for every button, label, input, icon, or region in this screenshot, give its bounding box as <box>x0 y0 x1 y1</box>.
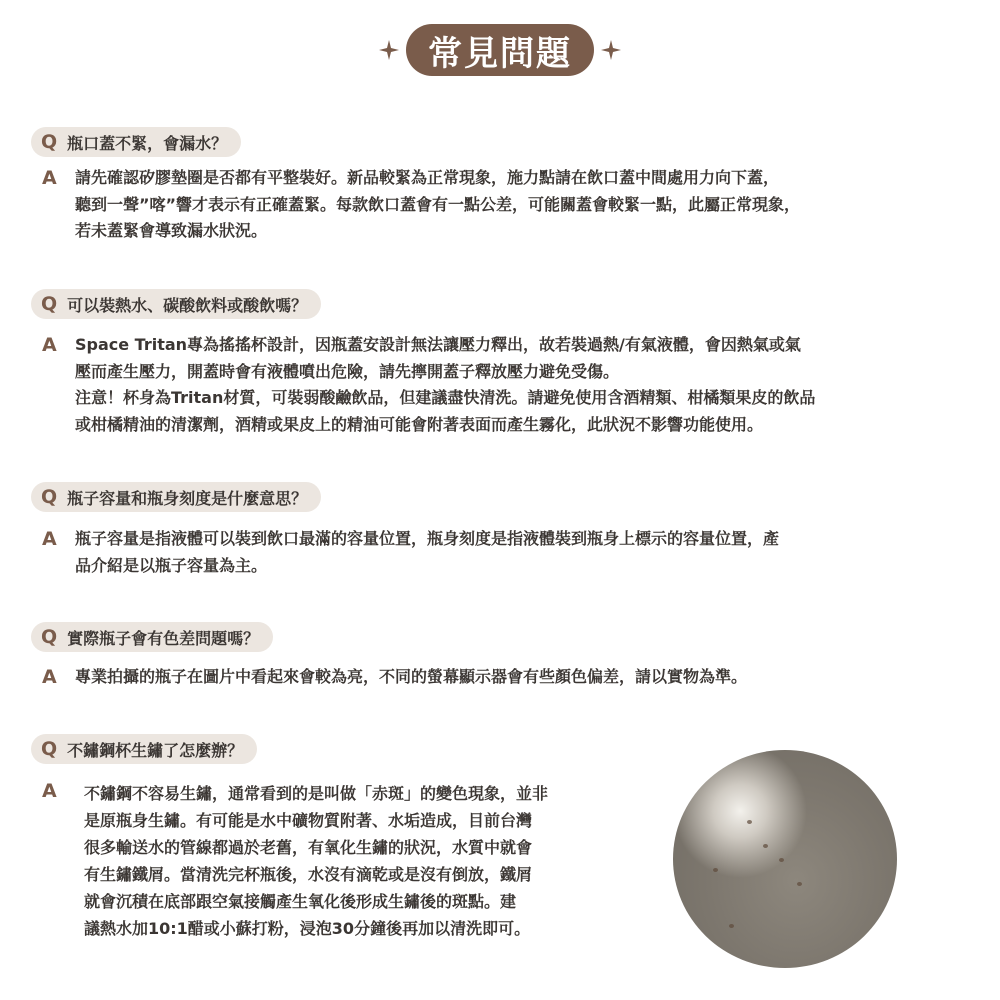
answer-line: 就會沉積在底部跟空氣接觸產生氧化後形成生鏽後的斑點。建 <box>84 892 517 911</box>
answer-line: 或柑橘精油的清潔劑，酒精或果皮上的精油可能會附著表面而產生霧化，此狀況不影響功能使用。 <box>75 414 764 434</box>
answer-line: 很多輸送水的管線都過於老舊，有氧化生鏽的狀況，水質中就會 <box>84 838 533 857</box>
rust-speck <box>763 844 768 848</box>
answer-text <box>84 780 644 942</box>
page-header <box>0 22 1000 78</box>
rust-speck <box>713 868 718 872</box>
answer-text <box>75 165 955 245</box>
answer-line: 壓而產生壓力，開蓋時會有液體噴出危險，請先擰開蓋子釋放壓力避免受傷。 <box>75 361 620 381</box>
page-title: 常見問題 <box>406 24 594 76</box>
sparkle-icon <box>600 39 622 61</box>
question-pill <box>31 289 321 319</box>
question-pill <box>31 734 257 764</box>
question-mark: Q <box>41 131 58 153</box>
rust-spots-photo <box>673 750 897 968</box>
question-text: 不鏽鋼杯生鏽了怎麼辦？ <box>67 740 244 760</box>
answer-text <box>75 332 955 438</box>
answer-line: 是原瓶身生鏽。有可能是水中礦物質附著、水垢造成，目前台灣 <box>84 811 533 830</box>
answer-line: 注意！杯身為Tritan材質，可裝弱酸鹼飲品，但建議盡快清洗。請避免使用含酒精類、柑橘類果皮的飲品 <box>75 388 816 407</box>
answer-mark: A <box>42 528 57 550</box>
answer-text <box>75 526 955 579</box>
question-mark: Q <box>41 738 58 760</box>
question-mark: Q <box>41 486 58 508</box>
answer-line: 若未蓋緊會導致漏水狀況。 <box>75 221 268 240</box>
question-pill <box>31 622 273 652</box>
answer-line: 瓶子容量是指液體可以裝到飲口最滿的容量位置，瓶身刻度是指液體裝到瓶身上標示的容量位置，產 <box>75 529 780 548</box>
answer-mark: A <box>42 167 57 189</box>
answer-line: 聽到一聲”喀”響才表示有正確蓋緊。每款飲口蓋會有一點公差，可能關蓋會較緊一點，此屬正常現象， <box>75 194 801 214</box>
answer-mark: A <box>42 666 57 688</box>
answer-line: Space Tritan專為搖搖杯設計，因瓶蓋安設計無法讓壓力釋出，故若裝過熱/有氣液體，會因熱氣或氣 <box>75 335 801 354</box>
question-text: 可以裝熱水、碳酸飲料或酸飲嗎？ <box>67 295 308 315</box>
question-mark: Q <box>41 626 58 648</box>
rust-speck <box>797 882 802 886</box>
question-text: 瓶口蓋不緊，會漏水？ <box>67 133 228 153</box>
answer-text <box>75 664 955 691</box>
answer-mark: A <box>42 334 57 356</box>
answer-line: 請先確認矽膠墊圈是否都有平整裝好。新品較緊為正常現象，施力點請在飲口蓋中間處用力向下蓋， <box>75 168 780 187</box>
rust-speck <box>779 858 784 862</box>
rust-speck <box>747 820 752 824</box>
question-pill <box>31 127 241 157</box>
answer-mark: A <box>42 780 57 802</box>
question-text: 實際瓶子會有色差問題嗎？ <box>67 628 260 648</box>
answer-line: 品介紹是以瓶子容量為主。 <box>75 555 268 575</box>
answer-line: 有生鏽鐵屑。當清洗完杯瓶後，水沒有滴乾或是沒有倒放，鐵屑 <box>84 865 533 884</box>
sparkle-icon <box>378 39 400 61</box>
rust-speck <box>729 924 734 928</box>
answer-line: 議熱水加10:1醋或小蘇打粉，浸泡30分鐘後再加以清洗即可。 <box>84 919 531 938</box>
question-text: 瓶子容量和瓶身刻度是什麼意思？ <box>67 488 308 508</box>
question-pill <box>31 482 321 512</box>
question-mark: Q <box>41 293 58 315</box>
answer-line: 專業拍攝的瓶子在圖片中看起來會較為亮，不同的螢幕顯示器會有些顏色偏差，請以實物為準。 <box>75 667 748 686</box>
answer-line: 不鏽鋼不容易生鏽，通常看到的是叫做「赤斑」的變色現象，並非 <box>84 784 549 803</box>
